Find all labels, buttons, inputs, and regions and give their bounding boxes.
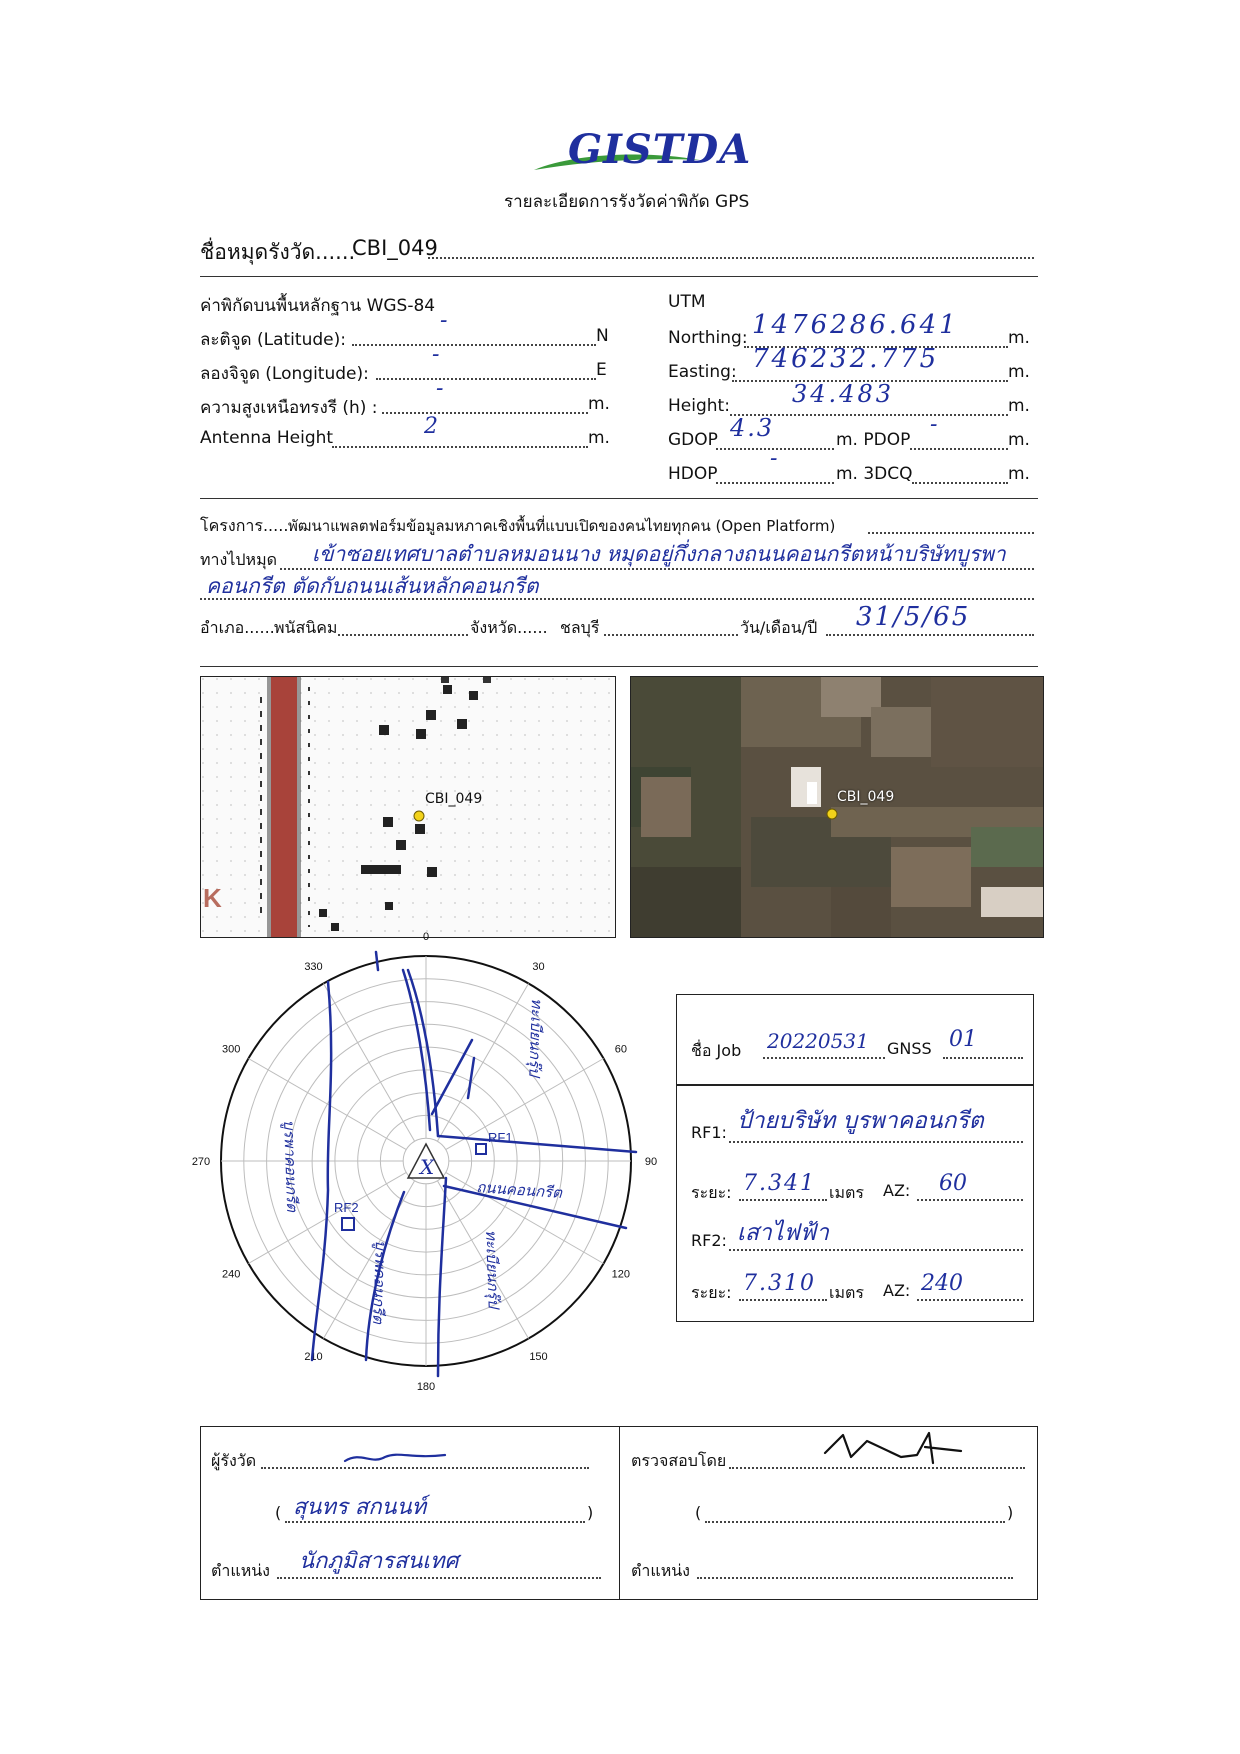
- rf1-value: ป้ายบริษัท บูรพาคอนกรีต: [737, 1108, 984, 1134]
- job-value: 20220531: [767, 1029, 869, 1053]
- gistda-logo: [532, 122, 752, 184]
- sketch-tick: [468, 1058, 474, 1098]
- skyplot-spoke: [446, 1059, 604, 1150]
- satellite-image: [630, 676, 1044, 938]
- divider-2: [200, 498, 1038, 499]
- easting-label: Easting:: [668, 362, 737, 382]
- surveyor-position-label: ตำแหน่ง: [211, 1561, 270, 1580]
- rf2-distance-label: ระยะ:: [691, 1283, 732, 1302]
- province-dots: [604, 634, 738, 636]
- rf1-az-label: AZ:: [883, 1181, 911, 1200]
- center-mark: X: [420, 1155, 435, 1179]
- ellipsoid-height-label: ความสูงเหนือทรงรี (h) :: [200, 398, 378, 418]
- latitude-dots: [352, 344, 596, 346]
- district-value: พนัสนิคม: [274, 618, 338, 637]
- rf2-distance-value: 7.310: [743, 1271, 816, 1296]
- ellipsoid-height-dots: [382, 412, 588, 414]
- surveyor-signature-icon: [341, 1445, 451, 1471]
- province-value: ชลบุรี: [560, 618, 600, 637]
- rf1-dots: [729, 1141, 1023, 1143]
- ellipsoid-height-value: -: [436, 376, 444, 401]
- skyplot-angle-label: 90: [644, 1156, 658, 1168]
- sketch-azimuth-line: [432, 1040, 472, 1114]
- vector-map-graphic: [201, 677, 615, 937]
- survey-point-marker: [414, 811, 424, 821]
- skyplot-angle-label: 210: [304, 1350, 323, 1363]
- date-label: วัน/เดือน/ปี: [740, 618, 818, 637]
- rf2-value: เสาไฟฟ้า: [737, 1220, 829, 1246]
- gdop-value: 4.3: [730, 414, 775, 442]
- gnss-value: 01: [949, 1027, 977, 1052]
- vector-map: [200, 676, 616, 938]
- rf1-distance-value: 7.341: [743, 1171, 816, 1196]
- surveyor-label: ผู้รังวัด: [211, 1451, 257, 1470]
- hdop-value: -: [770, 446, 778, 471]
- skyplot-spoke: [324, 983, 415, 1141]
- skyplot-angle-label: 330: [304, 961, 323, 974]
- rf1-distance-label: ระยะ:: [691, 1183, 732, 1202]
- pdop-label: m. PDOP: [836, 430, 911, 450]
- sketch-note-5: ทะเบียนกรุ๊ป: [482, 1229, 503, 1309]
- satellite-point-label: CBI_049: [837, 789, 895, 805]
- project-dots: [868, 532, 1034, 534]
- northing-unit: m.: [1008, 328, 1030, 348]
- gdop-label: GDOP: [668, 430, 718, 450]
- cq-unit: m.: [1008, 464, 1030, 484]
- pdop-unit: m.: [1008, 430, 1030, 450]
- route-line-1: เข้าซอยเทศบาลตำบลหมอนนาง หมุดอยู่กึ่งกลางถนนคอนกรีตหน้าบริษัทบูรพา: [312, 542, 1006, 566]
- svg-text:K: K: [203, 883, 222, 913]
- northing-value: 1476286.641: [752, 310, 959, 340]
- rf2-marker-icon: [342, 1218, 354, 1230]
- rf2-az-label: AZ:: [883, 1281, 911, 1300]
- job-dots: [763, 1057, 885, 1059]
- project-value: พัฒนาแพลตฟอร์มข้อมูลมหภาคเชิงพื้นที่แบบเปิดของคนไทยทุกคน (Open Platform): [288, 517, 836, 535]
- utm-height-unit: m.: [1008, 396, 1030, 416]
- cq-dots: [912, 482, 1008, 484]
- sketch-road-south: [438, 1178, 446, 1376]
- rf2-meter-label: เมตร: [829, 1283, 864, 1302]
- skyplot-angle-label: 240: [221, 1268, 241, 1281]
- obstruction-skyplot: [176, 930, 676, 1420]
- antenna-height-unit: m.: [588, 428, 610, 448]
- district-dots: [338, 634, 468, 636]
- project-label: โครงการ......: [200, 516, 294, 535]
- district-label: อำเภอ......: [200, 618, 275, 637]
- surveyor-name: สุนทร สกนนท์: [293, 1495, 427, 1520]
- surveyor-position: นักภูมิสารสนเทศ: [299, 1549, 459, 1574]
- skyplot-spoke: [248, 1059, 406, 1150]
- sketch-tick-2: [376, 952, 378, 970]
- gnss-label: GNSS: [887, 1039, 932, 1058]
- checker-position-label: ตำแหน่ง: [631, 1561, 690, 1580]
- longitude-label: ลองจิจูด (Longitude):: [200, 364, 369, 384]
- sketch-note-1: ทะเบียนกรุ๊ป: [525, 997, 546, 1077]
- easting-unit: m.: [1008, 362, 1030, 382]
- latitude-value: -: [440, 308, 448, 333]
- longitude-value: -: [432, 342, 440, 367]
- skyplot-angle-label: 60: [614, 1043, 627, 1056]
- job-label: ชื่อ Job: [691, 1041, 742, 1060]
- longitude-unit: E: [596, 360, 607, 380]
- hdop-dots: [716, 482, 834, 484]
- satellite-image-graphic: [631, 677, 1043, 937]
- hdop-label: HDOP: [668, 464, 718, 484]
- northing-label: Northing:: [668, 328, 748, 348]
- wgs84-heading: ค่าพิกัดบนพื้นหลักฐาน WGS-84: [200, 296, 436, 316]
- cq-label: m. 3DCQ: [836, 464, 913, 484]
- rf1-az-dots: [917, 1199, 1023, 1201]
- divider-1: [200, 276, 1038, 277]
- skyplot-angle-label: 30: [532, 961, 545, 974]
- rf1-marker-icon: [476, 1144, 486, 1154]
- sketch-note-3: ถนนคอนกรีต: [475, 1178, 563, 1202]
- latitude-label: ละติจูด (Latitude):: [200, 330, 346, 350]
- skyplot-spoke: [437, 983, 528, 1141]
- checker-open-paren: (: [695, 1503, 702, 1522]
- rf1-az-value: 60: [939, 1171, 967, 1196]
- station-name-value: CBI_049: [352, 236, 438, 260]
- reference-box: [676, 1084, 1034, 1322]
- station-name-dots: [428, 257, 1034, 259]
- latitude-unit: N: [596, 326, 609, 346]
- surveyor-close-paren: ): [587, 1503, 594, 1522]
- gnss-dots: [943, 1057, 1023, 1059]
- easting-value: 746232.775: [752, 344, 940, 374]
- utm-height-label: Height:: [668, 396, 730, 416]
- date-value: 31/5/65: [856, 602, 971, 632]
- longitude-dots: [376, 378, 596, 380]
- rf1-sketch-label: RF1: [488, 1130, 513, 1145]
- skyplot-angle-label: 150: [529, 1350, 548, 1363]
- rf2-distance-dots: [739, 1299, 827, 1301]
- rf1-distance-dots: [739, 1199, 827, 1201]
- antenna-height-value: 2: [424, 414, 438, 439]
- job-box: [676, 994, 1034, 1086]
- form-title: รายละเอียดการรังวัดค่าพิกัด GPS: [504, 192, 750, 212]
- rf1-meter-label: เมตร: [829, 1183, 864, 1202]
- rf2-az-dots: [917, 1299, 1023, 1301]
- route-line-2: คอนกรีต ตัดกับถนนเส้นหลักคอนกรีต: [206, 574, 539, 598]
- skyplot-angle-label: 180: [416, 1381, 436, 1393]
- skyplot-angle-label: 300: [221, 1043, 241, 1056]
- province-label: จังหวัด......: [470, 618, 548, 637]
- antenna-height-dots: [332, 446, 588, 448]
- checker-name-dots: [705, 1521, 1005, 1523]
- utm-height-value: 34.483: [792, 380, 894, 408]
- skyplot-graphic: [176, 930, 676, 1420]
- rf1-label: RF1:: [691, 1123, 727, 1142]
- survey-point-marker-satellite: [827, 809, 837, 819]
- signature-table: [200, 1426, 1038, 1600]
- checker-position-dots: [697, 1577, 1013, 1579]
- pdop-value: -: [930, 412, 938, 437]
- pdop-dots: [910, 448, 1008, 450]
- signature-divider: [619, 1427, 620, 1599]
- antenna-height-label: Antenna Height: [200, 428, 334, 448]
- date-dots: [826, 634, 1034, 636]
- ellipsoid-height-unit: m.: [588, 394, 610, 414]
- rf2-az-value: 240: [921, 1271, 963, 1296]
- sketch-note-4: บูรพคอนกรีต: [369, 1239, 390, 1325]
- route-label: ทางไปหมุด: [200, 550, 278, 569]
- checker-close-paren: ): [1007, 1503, 1014, 1522]
- utm-heading: UTM: [668, 292, 706, 312]
- rf2-sketch-label: RF2: [334, 1200, 359, 1215]
- logo-text: GISTDA: [568, 126, 752, 173]
- surveyor-open-paren: (: [275, 1503, 282, 1522]
- sketch-note-2: บูรพาคอนกรีต: [280, 1119, 302, 1213]
- checker-label: ตรวจสอบโดย: [631, 1451, 727, 1470]
- station-name-label: ชื่อหมุดรังวัด......: [200, 240, 356, 264]
- checker-signature-icon: [821, 1427, 971, 1469]
- rf2-label: RF2:: [691, 1231, 727, 1250]
- skyplot-angle-label: 0: [422, 931, 430, 943]
- skyplot-spoke: [437, 1181, 528, 1339]
- divider-3: [200, 666, 1038, 667]
- skyplot-angle-label: 270: [191, 1156, 211, 1168]
- sketch-road-west: [312, 982, 331, 1360]
- map-point-label: CBI_049: [425, 791, 483, 807]
- skyplot-angle-label: 120: [611, 1268, 631, 1281]
